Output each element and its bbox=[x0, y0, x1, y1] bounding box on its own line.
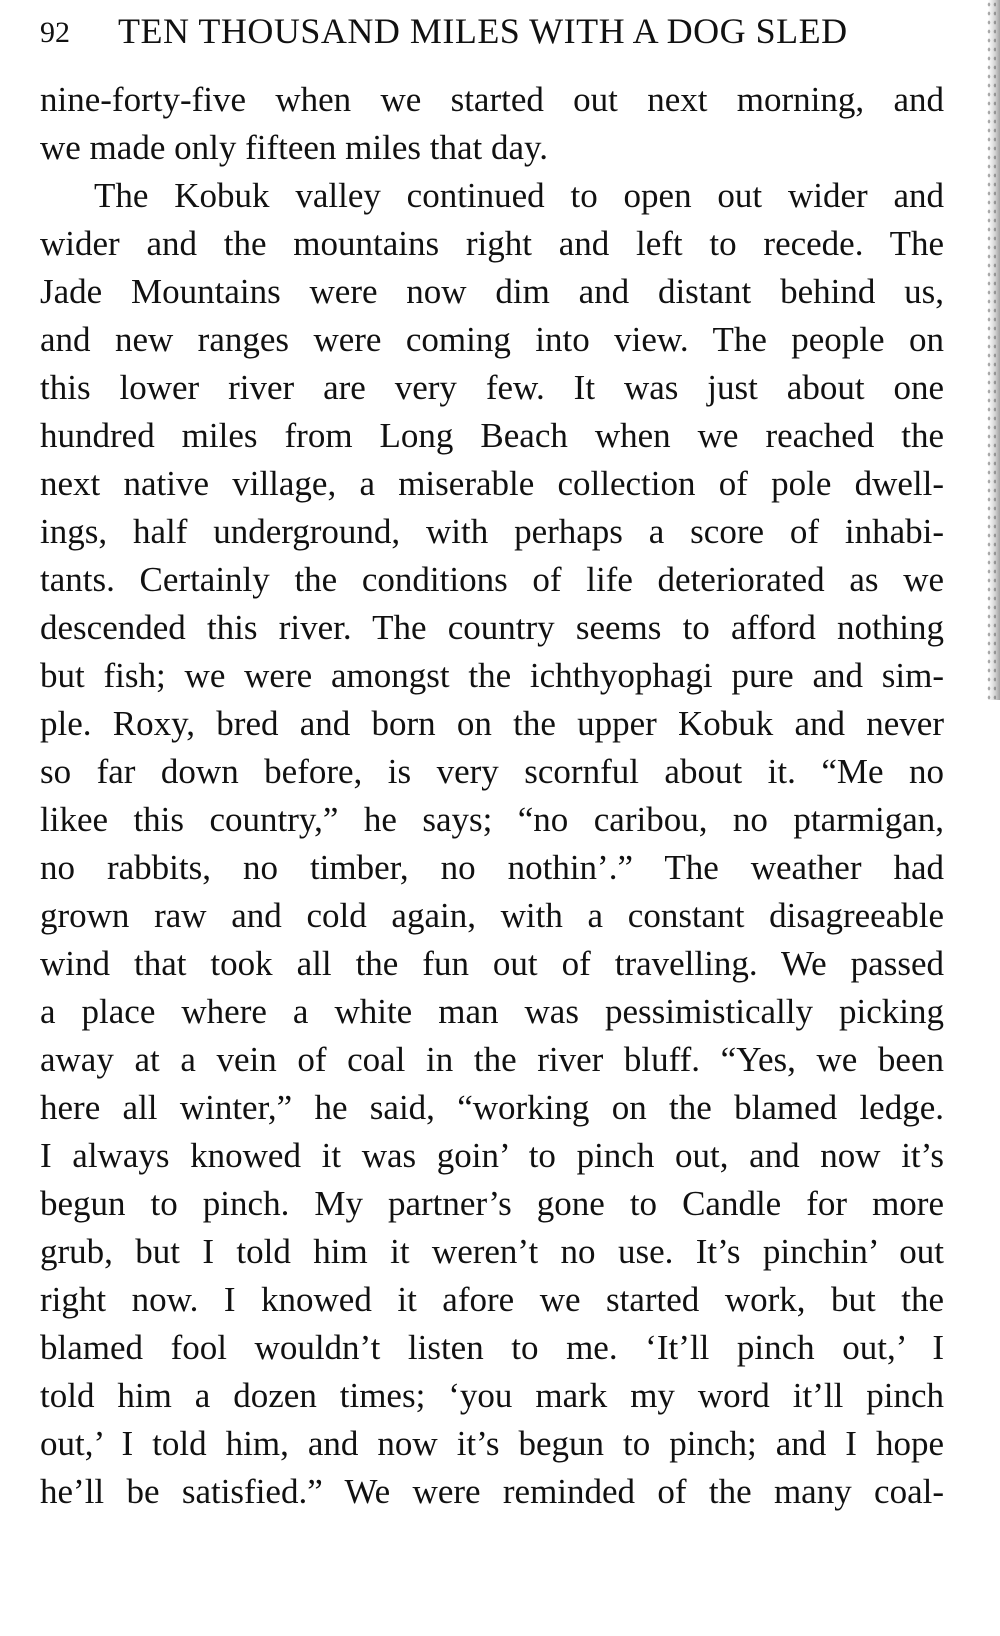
text-line: blamed fool wouldn’t listen to me. ‘It’ll pinch out,’ I bbox=[40, 1328, 944, 1367]
text-line: ple. Roxy, bred and born on the upper Kobuk and never bbox=[40, 704, 944, 743]
text-line: descended this river. The country seems to afford nothing bbox=[40, 608, 944, 647]
text-line: he’ll be satisfied.” We were reminded of the many coal- bbox=[40, 1472, 944, 1511]
text-line: wind that took all the fun out of travelling. We passed bbox=[40, 944, 944, 983]
text-line: tants. Certainly the conditions of life deteriorated as we bbox=[40, 560, 944, 599]
text-line: no rabbits, no timber, no nothin’.” The weather had bbox=[40, 848, 944, 887]
text-line: this lower river are very few. It was just about one bbox=[40, 368, 944, 407]
text-line: next native village, a miserable collection of pole dwell- bbox=[40, 464, 944, 503]
text-line: right now. I knowed it afore we started work, but the bbox=[40, 1280, 944, 1319]
text-line: grown raw and cold again, with a constant disagreeable bbox=[40, 896, 944, 935]
body-text bbox=[40, 76, 944, 1516]
page-edge-specks bbox=[986, 0, 996, 700]
text-line: begun to pinch. My partner’s gone to Candle for more bbox=[40, 1184, 944, 1223]
running-title: TEN THOUSAND MILES WITH A DOG SLED bbox=[118, 11, 848, 51]
text-line: away at a vein of coal in the river bluff. “Yes, we been bbox=[40, 1040, 944, 1079]
text-line: hundred miles from Long Beach when we reached the bbox=[40, 416, 944, 455]
text-line: wider and the mountains right and left to recede. The bbox=[40, 224, 944, 263]
running-head bbox=[40, 6, 940, 56]
text-line: here all winter,” he said, “working on the blamed ledge. bbox=[40, 1088, 944, 1127]
text-line: ings, half underground, with perhaps a score of inhabi- bbox=[40, 512, 944, 551]
text-line: Jade Mountains were now dim and distant behind us, bbox=[40, 272, 944, 311]
text-line: likee this country,” he says; “no caribou, no ptarmigan, bbox=[40, 800, 944, 839]
text-line: so far down before, is very scornful about it. “Me no bbox=[40, 752, 944, 791]
text-line: we made only fifteen miles that day. bbox=[40, 128, 548, 167]
text-line: I always knowed it was goin’ to pinch out, and now it’s bbox=[40, 1136, 944, 1175]
text-line: a place where a white man was pessimistically picking bbox=[40, 992, 944, 1031]
text-line: grub, but I told him it weren’t no use. It’s pinchin’ out bbox=[40, 1232, 944, 1271]
text-line: The Kobuk valley continued to open out wider and bbox=[94, 176, 944, 215]
text-line: and new ranges were coming into view. The people on bbox=[40, 320, 944, 359]
text-line: out,’ I told him, and now it’s begun to pinch; and I hope bbox=[40, 1424, 944, 1463]
text-line: told him a dozen times; ‘you mark my word it’ll pinch bbox=[40, 1376, 944, 1415]
page-number: 92 bbox=[40, 16, 70, 49]
text-line: nine-forty-five when we started out next morning, and bbox=[40, 80, 944, 119]
text-line: but fish; we were amongst the ichthyophagi pure and sim- bbox=[40, 656, 944, 695]
